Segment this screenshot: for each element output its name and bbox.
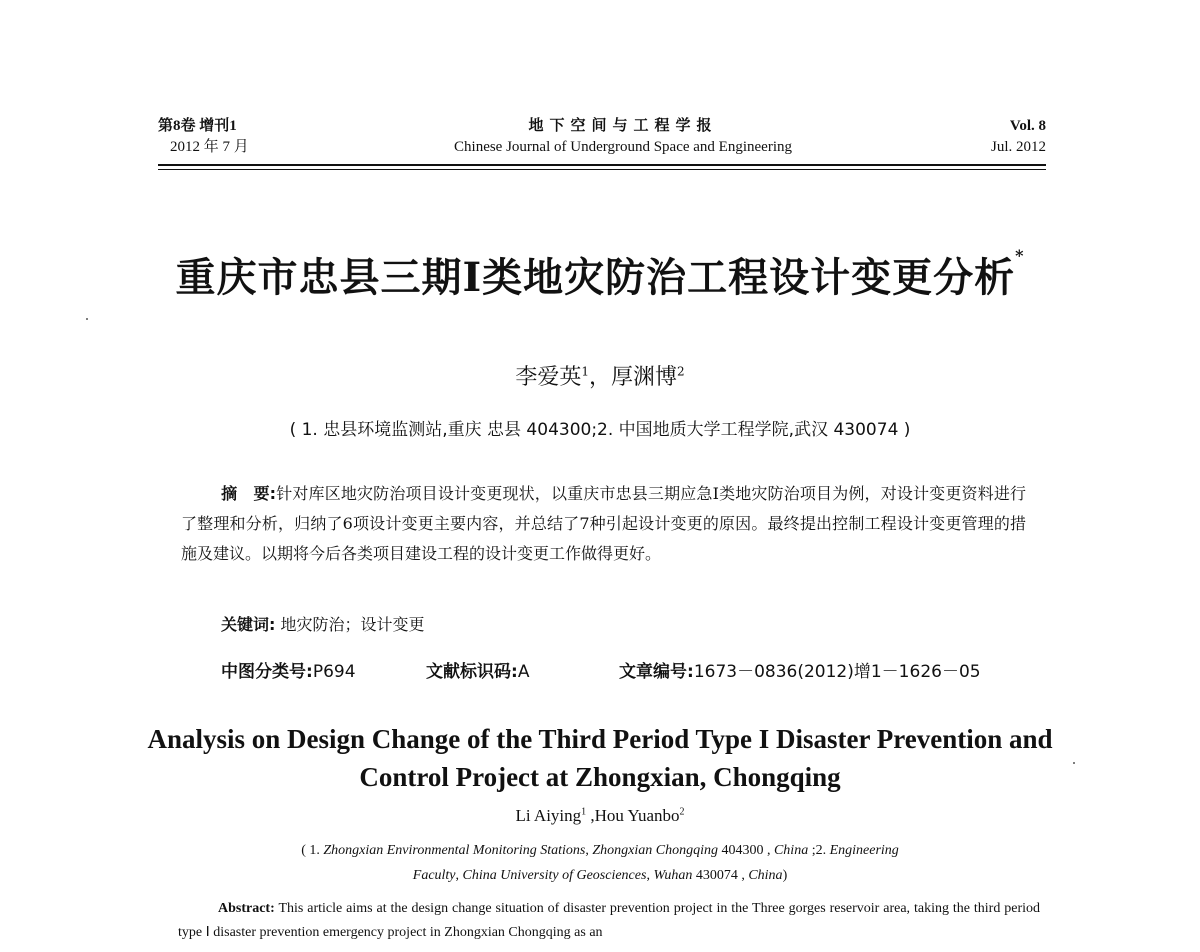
publication-date-cn: 2012 年 7 月: [170, 139, 249, 155]
affiliation-en: [100, 838, 1100, 888]
affiliation-en-line2: Faculty, China University of Geosciences, Wuhan 430074 , China): [412, 868, 788, 883]
author-name: 李爱英: [515, 365, 582, 390]
author-affil-mark: 2: [677, 364, 685, 379]
authors-cn: [100, 360, 1100, 391]
authors-en: Li Aiying$^1$ ,Hou Yuanbo$^2$: [515, 806, 685, 825]
abstract-en-label: Abstract:: [218, 901, 275, 916]
author-affil-mark: 1: [581, 364, 589, 379]
abstract-en: [178, 897, 1040, 945]
title-footnote-mark: *: [1015, 246, 1025, 265]
journal-name-cn: 地下空间与工程学报: [528, 118, 718, 134]
paper-title-cn-text: 重庆市忠县三期Ⅰ类地灾防治工程设计变更分析: [175, 254, 1016, 301]
abstract-cn-label: 摘 要:: [221, 484, 277, 503]
header-rule-thin: [158, 169, 1046, 170]
abstract-en-text: This article aims at the design change situation of disaster prevention project in the Three gorges reservoir area, taking the third period type Ⅰ disaster prevention emergency project in Zhongxian Chongqing as an: [178, 901, 1041, 940]
abstract-cn: [181, 479, 1026, 569]
article-number: 文章编号:1673－0836(2012)增1－1626－05: [619, 662, 981, 682]
affiliation-cn: ( 1. 忠县环境监测站,重庆 忠县 404300;2. 中国地质大学工程学院,武汉 430074 ): [289, 420, 911, 440]
paper-title-en: [100, 720, 1100, 796]
author-affil-mark-en: 2: [679, 806, 685, 818]
paper-title-cn: [100, 246, 1100, 303]
author-separator: ，: [588, 365, 611, 390]
affiliation-en-line1: ( 1. Zhongxian Environmental Monitoring Stations, Zhongxian Chongqing 404300 , China ;2. Engineering: [301, 843, 899, 858]
author-name-en: Hou Yuanbo: [594, 806, 680, 825]
journal-name: [418, 116, 828, 158]
journal-volume-info: [158, 116, 249, 158]
keywords-cn: [221, 612, 425, 635]
clc-number: 中图分类号:P694: [221, 662, 356, 682]
author-name-en: Li Aiying: [515, 806, 582, 825]
keywords-cn-text: 地灾防治；设计变更: [280, 615, 425, 634]
publication-date-en: Jul. 2012: [990, 139, 1046, 155]
journal-volume-info-en: [980, 116, 1046, 158]
journal-name-en: Chinese Journal of Underground Space and Engineering: [454, 139, 792, 155]
document-code: 文献标识码:A: [426, 662, 530, 682]
author-affil-mark-en: 1: [581, 806, 587, 818]
paper-title-en-line2: Control Project at Zhongxian, Chongqing: [359, 762, 841, 792]
keywords-cn-label: 关键词:: [221, 615, 276, 634]
volume-issue: 第8卷 增刊1: [158, 118, 237, 134]
volume-en: Vol. 8: [1009, 118, 1046, 134]
author-name: 厚渊博: [611, 365, 678, 390]
abstract-cn-text: 针对库区地灾防治项目设计变更现状，以重庆市忠县三期应急Ⅰ类地灾防治项目为例，对设计变更资料进行了整理和分析，归纳了6项设计变更主要内容，并总结了7种引起设计变更的原因。最终提出控制工程设计变更管理的措施及建议。以期将今后各类项目建设工程的设计变更工作做得更好。: [181, 484, 1026, 563]
classification-line: [221, 657, 1031, 682]
paper-title-en-line1: Analysis on Design Change of the Third Period Type I Disaster Prevention and: [147, 724, 1053, 754]
scan-speck: [86, 318, 88, 320]
header-rule-thick: [158, 164, 1046, 166]
